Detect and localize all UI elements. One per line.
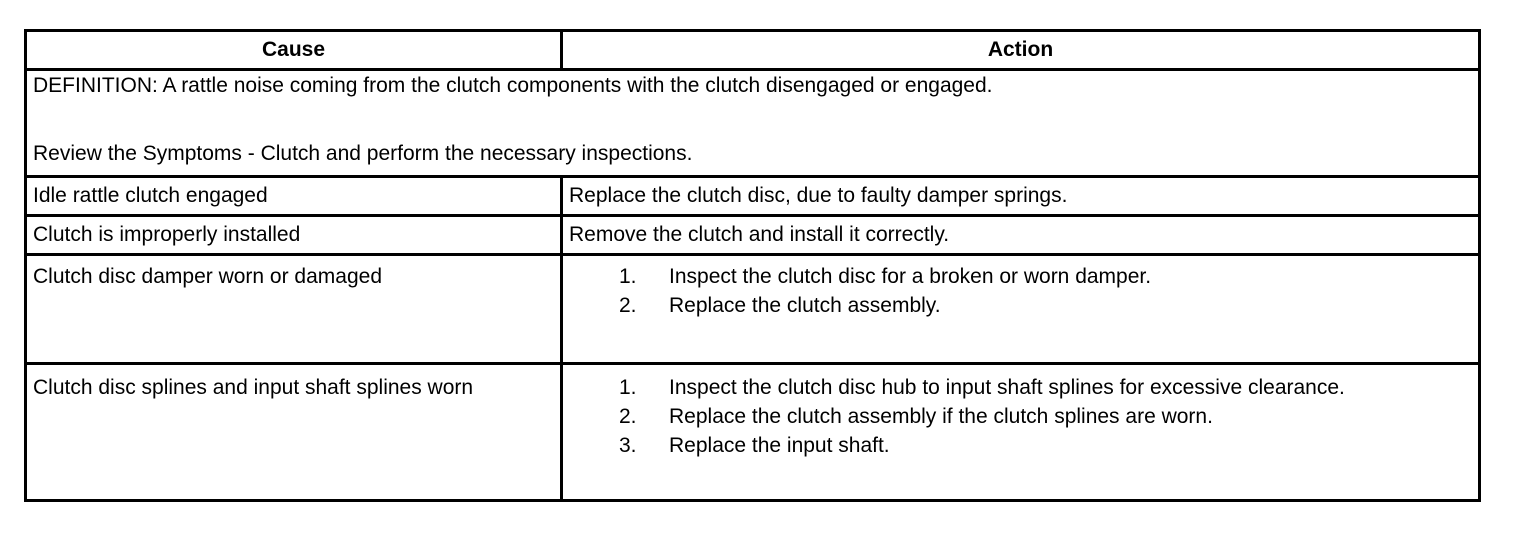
cause-header: Cause <box>26 31 562 70</box>
list-item <box>569 373 1478 402</box>
action-cell: Replace the clutch disc, due to faulty damper springs. <box>562 177 1480 216</box>
table-row <box>26 216 1480 255</box>
table-row <box>26 364 1480 501</box>
action-cell <box>562 255 1480 364</box>
list-item <box>569 431 1478 460</box>
cause-cell: Clutch disc splines and input shaft splines worn <box>26 364 562 501</box>
action-cell: Remove the clutch and install it correctly. <box>562 216 1480 255</box>
review-symptoms-text: Review the Symptoms - Clutch and perform the necessary inspections. <box>33 142 693 165</box>
step-number: 1. <box>619 265 637 288</box>
list-item <box>569 262 1478 291</box>
step-text: Inspect the clutch disc hub to input shaft splines for excessive clearance. <box>669 376 1345 399</box>
diagnostic-table <box>24 29 1481 502</box>
action-steps-list <box>569 262 1478 320</box>
header-row <box>26 31 1480 70</box>
table-row <box>26 177 1480 216</box>
step-number: 1. <box>619 376 637 399</box>
cause-cell: Clutch is improperly installed <box>26 216 562 255</box>
list-item <box>569 402 1478 431</box>
step-text: Replace the clutch assembly. <box>669 294 941 317</box>
step-number: 2. <box>619 405 637 428</box>
step-number: 2. <box>619 294 637 317</box>
definition-cell <box>26 70 1480 177</box>
step-text: Replace the input shaft. <box>669 434 890 457</box>
step-text: Inspect the clutch disc for a broken or worn damper. <box>669 265 1152 288</box>
definition-text: DEFINITION: A rattle noise coming from the clutch components with the clutch disengaged or engaged. <box>33 74 993 97</box>
definition-row <box>26 70 1480 177</box>
action-cell <box>562 364 1480 501</box>
cause-cell: Idle rattle clutch engaged <box>26 177 562 216</box>
list-item <box>569 291 1478 320</box>
action-header: Action <box>562 31 1480 70</box>
action-steps-list <box>569 373 1478 460</box>
cause-cell: Clutch disc damper worn or damaged <box>26 255 562 364</box>
table-row <box>26 255 1480 364</box>
step-number: 3. <box>619 434 637 457</box>
step-text: Replace the clutch assembly if the clutch splines are worn. <box>669 405 1213 428</box>
